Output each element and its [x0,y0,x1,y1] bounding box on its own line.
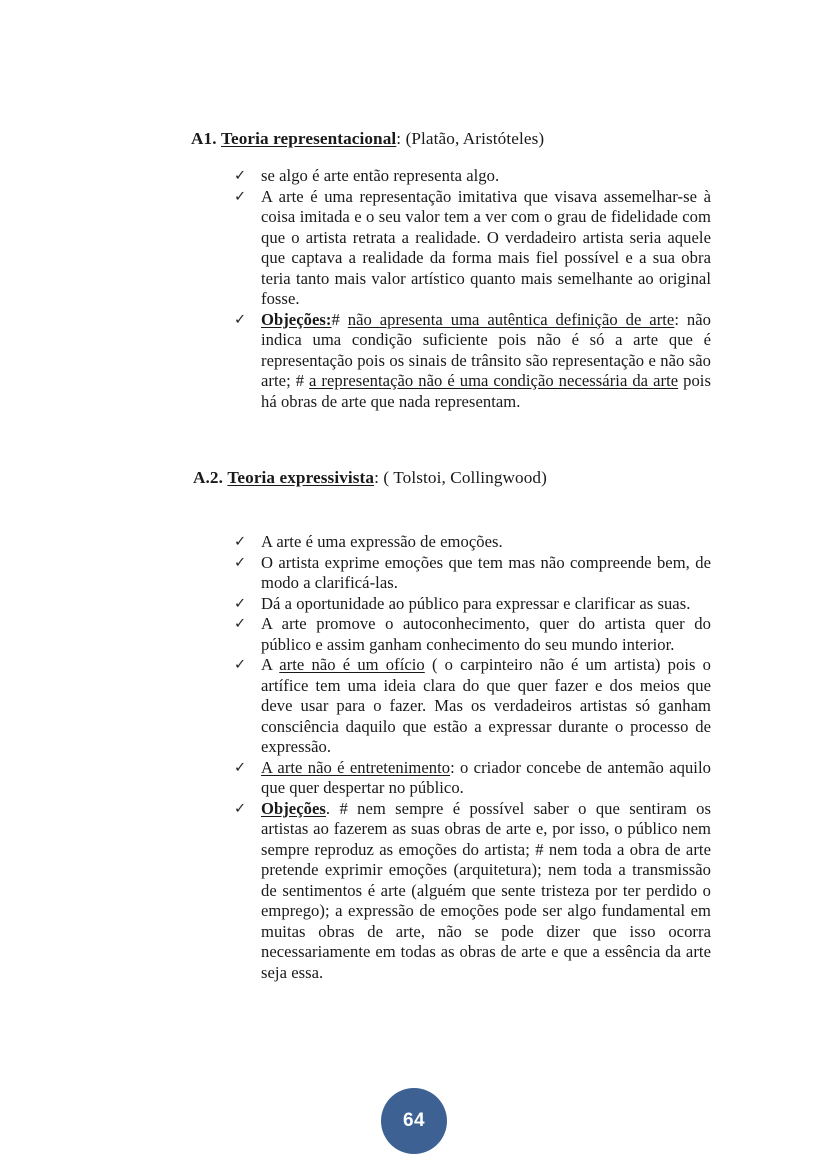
list-item [230,614,711,655]
list-item-text: Objeções. # nem sempre é possível saber o que sentiram os artistas ao fazerem as suas obras de arte e, por isso, o público nem sempre reproduz as emoções do artista; # nem toda a obra de arte pretende exprimir emoções (arquitetura); nem toda a transmissão de sentimentos é arte (alguém que sente tristeza por ter perdido o emprego); a expressão de emoções pode ser algo fundamental em muitas obras de arte, não se pode dizer que isso ocorra necessariamente em todas as obras de arte e que a essência da arte seja essa. [261,798,711,982]
section-a2-heading-label: A.2. [193,468,223,487]
section-a1-heading-label: A1. [191,129,217,148]
check-icon: ✓ [234,616,247,632]
check-icon: ✓ [234,311,247,328]
section-a1 [0,128,828,412]
objections-label: Objeções: [261,309,332,329]
section-a1-heading-title: Teoria representacional [221,129,397,148]
list-item-text: A arte não é entretenimento: o criador concebe de antemão aquilo que quer despertar no público. [261,757,711,797]
check-icon: ✓ [234,595,247,612]
list-item-text: A arte é uma representação imitativa que visava assemelhar-se à coisa imitada e o seu valor tem a ver com o grau de fidelidade com que o artista retrata a realidade. O verdadeiro artista seria aquele que captava a realidade da forma mais fiel possível e a sua obra teria tanto mais valor artístico quanto mais semelhante ao original fosse. [261,186,711,308]
page-number-label: 64 [403,1110,425,1131]
list-item-text: se algo é arte então representa algo. [261,166,500,185]
list-item-text: A arte promove o autoconhecimento, quer do artista quer do público e assim ganham conhecimento do seu mundo interior. [261,614,711,654]
list-item [230,758,711,799]
check-icon: ✓ [234,188,247,205]
list-item-text: A arte é uma expressão de emoções. [261,532,503,551]
section-a2-heading [0,467,828,488]
list-item-text: O artista exprime emoções que tem mas não compreende bem, de modo a clarificá-las. [261,552,711,592]
check-icon: ✓ [234,657,247,673]
list-item [230,799,711,984]
check-icon: ✓ [234,534,247,550]
section-a1-checklist [0,166,828,412]
check-icon: ✓ [234,759,247,776]
section-a2-heading-title: Teoria expressivista [227,468,375,487]
list-item [230,310,711,413]
list-item [230,594,711,615]
section-a2-checklist [0,532,828,983]
section-a1-heading [0,128,828,149]
section-a2-heading-rest: : ( Tolstoi, Collingwood) [374,468,547,487]
section-a2 [0,467,828,983]
list-item-text: A arte não é um ofício ( o carpinteiro não é um artista) pois o artífice tem uma ideia clara do que quer fazer e dos meios que deve usar para o fazer. Mas os verdadeiros artistas só ganham consciência daquilo que estão a expressar durante o processo de expressão. [261,655,711,756]
list-item [230,532,711,553]
check-icon: ✓ [234,554,247,571]
list-item [230,655,711,758]
objections-label: Objeções [261,798,326,818]
check-icon: ✓ [234,800,247,817]
page-number-badge [381,1088,447,1154]
list-item-text: Objeções:# não apresenta uma autêntica definição de arte: não indica uma condição suficiente pois não é só a arte que é representação pois os sinais de trânsito são representação e não são arte; # a representação não é uma condição necessária da arte pois há obras de arte que nada representam. [261,309,712,411]
list-item [230,166,711,187]
list-item-text: Dá a oportunidade ao público para expressar e clarificar as suas. [261,593,691,613]
list-item [230,187,711,310]
check-icon: ✓ [234,168,247,184]
section-a1-heading-rest: : (Platão, Aristóteles) [396,129,545,148]
list-item [230,553,711,594]
